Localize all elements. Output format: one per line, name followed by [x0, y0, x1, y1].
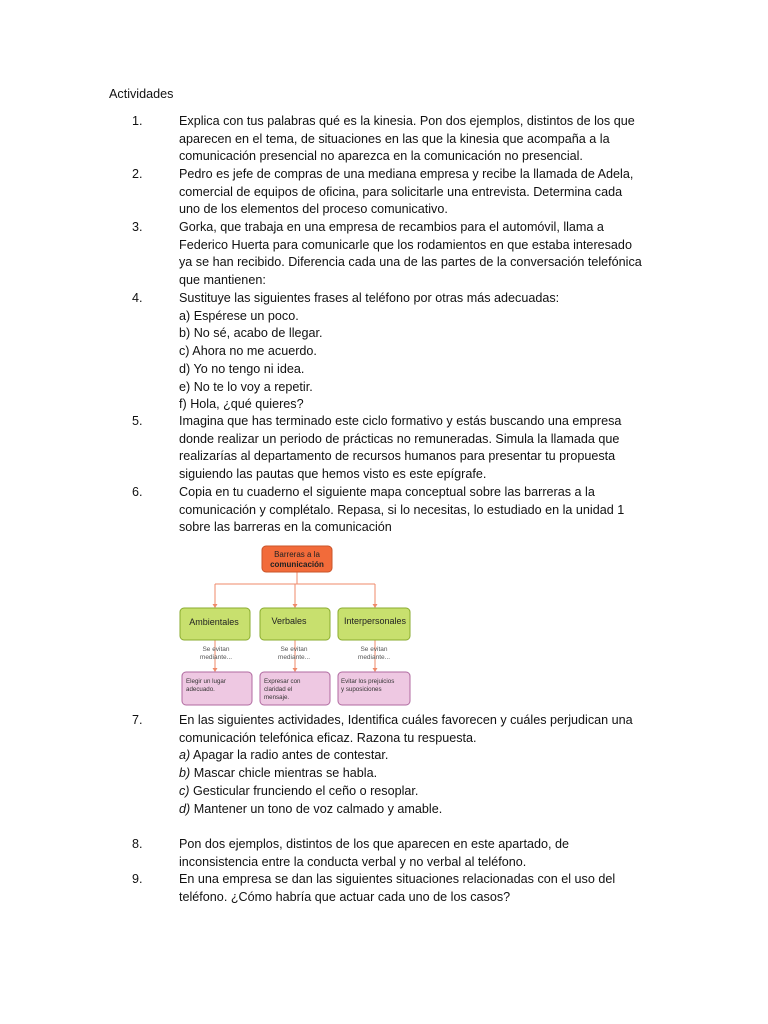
activity-line: comunicación presencial no aparezca en la comunicación no presencial. [179, 149, 583, 164]
activity-line: Pon dos ejemplos, distintos de los que aparecen en este apartado, de [179, 837, 569, 851]
option-text: Mascar chicle mientras se habla. [190, 766, 378, 781]
activity-option [179, 783, 649, 801]
activity-option [179, 747, 649, 765]
concept-map-arrowhead [213, 604, 218, 608]
concept-map-example-text: claridad el [264, 686, 293, 693]
activity-option [179, 765, 649, 783]
option-text: Mantener un tono de voz calmado y amable. [190, 801, 443, 816]
activity-text [179, 484, 649, 537]
activity-text [179, 219, 649, 290]
concept-map-root-line: comunicación [270, 560, 324, 569]
activity-number: 6. [132, 485, 143, 499]
activity-option [179, 801, 649, 819]
concept-map-connector-text: mediante... [357, 654, 391, 661]
activity-number: 3. [132, 220, 143, 234]
activity-line: f) Hola, ¿qué quieres? [179, 397, 304, 412]
concept-map-arrowhead [373, 668, 378, 672]
activity-line: Copia en tu cuaderno el siguiente mapa conceptual sobre las barreras a la [179, 485, 595, 499]
activity-line: a) Espérese un poco. [179, 308, 299, 323]
activity-number: 2. [132, 167, 143, 181]
option-letter: c) [179, 783, 190, 798]
concept-map-connector-text: mediante... [199, 654, 233, 661]
concept-map-connector-text: Se evitan [360, 646, 388, 653]
activity-number: 1. [132, 114, 143, 128]
activity-line: uno de los elementos del proceso comunicativo. [179, 202, 448, 217]
activity-line: comunicación telefónica eficaz. Razona tu respuesta. [179, 730, 477, 745]
concept-map-branch-label: Interpersonales [343, 616, 407, 626]
activity-number: 9. [132, 872, 143, 886]
activity-number: 4. [132, 291, 143, 305]
activity-text [179, 836, 649, 871]
activity-line: siguiendo las pautas que hemos visto es este epígrafe. [179, 467, 487, 482]
activity-line: Sustituye las siguientes frases al teléfono por otras más adecuadas: [179, 291, 560, 305]
concept-map-root-line: Barreras a la [274, 550, 320, 559]
activity-line: sobre las barreras en la comunicación [179, 520, 392, 535]
activity-line: aparecen en el tema, de situaciones en las que la kinesia que acompaña a la [179, 131, 610, 146]
activity-line: b) No sé, acabo de llegar. [179, 326, 323, 341]
activity-text [179, 413, 649, 484]
option-text: Gesticular frunciendo el ceño o resoplar. [189, 783, 419, 798]
concept-map-example-text: y suposiciones [341, 686, 382, 693]
activity-line: ya se han recibido. Diferencia cada una de las partes de la conversación telefónica [179, 255, 642, 270]
activity-line: Gorka, que trabaja en una empresa de recambios para el automóvil, llama a [179, 220, 604, 234]
concept-map [176, 542, 416, 710]
activity-number: 5. [132, 414, 143, 428]
concept-map-connector-text: Se evitan [280, 646, 308, 653]
concept-map-arrowhead [293, 604, 298, 608]
concept-map-diagram [176, 542, 416, 710]
activity-number: 8. [132, 837, 143, 851]
activity-line: Federico Huerta para comunicarle que los rodamientos en que estaba interesado [179, 237, 632, 252]
concept-map-arrowhead [293, 668, 298, 672]
concept-map-example-text: Elegir un lugar [186, 678, 226, 685]
activity-line: En una empresa se dan las siguientes situaciones relacionadas con el uso del [179, 872, 616, 886]
activity-line: comunicación y complétalo. Repasa, si lo necesitas, lo estudiado en la unidad 1 [179, 502, 625, 517]
concept-map-example-text: adecuado. [186, 686, 215, 693]
concept-map-connector-text: mediante... [277, 654, 311, 661]
activity-text [179, 290, 649, 414]
activity-line: d) Yo no tengo ni idea. [179, 361, 305, 376]
activity-line: En las siguientes actividades, Identifica cuáles favorecen y cuáles perjudican una [179, 713, 633, 727]
option-letter: a) [179, 748, 191, 763]
activity-text [179, 871, 649, 906]
activity-line: teléfono. ¿Cómo habría que actuar cada uno de los casos? [179, 889, 511, 904]
activity-line: c) Ahora no me acuerdo. [179, 344, 317, 359]
option-text: Apagar la radio antes de contestar. [190, 748, 389, 763]
activity-line: inconsistencia entre la conducta verbal y no verbal al teléfono. [179, 854, 527, 869]
page-title: Actividades [109, 87, 174, 101]
activity-line: realizarías al departamento de recursos humanos para presentar tu propuesta [179, 449, 616, 464]
activity-text [179, 712, 649, 818]
option-letter: b) [179, 766, 191, 781]
activity-line: Imagina que has terminado este ciclo formativo y estás buscando una empresa [179, 414, 622, 428]
concept-map-arrowhead [213, 668, 218, 672]
concept-map-example-text: Expresar con [264, 678, 301, 685]
activity-line: Pedro es jefe de compras de una mediana empresa y recibe la llamada de Adela, [179, 167, 634, 181]
activity-line: comercial de equipos de oficina, para solicitarle una entrevista. Determina cada [179, 184, 623, 199]
activity-line: e) No te lo voy a repetir. [179, 379, 313, 394]
concept-map-example-text: Evitar los prejuicios [341, 678, 395, 685]
concept-map-connector-text: Se evitan [202, 646, 230, 653]
activity-line: donde realizar un periodo de prácticas no remuneradas. Simula la llamada que [179, 431, 620, 446]
concept-map-example-text: mensaje. [264, 694, 290, 701]
activity-line: Explica con tus palabras qué es la kinesia. Pon dos ejemplos, distintos de los que [179, 114, 635, 128]
concept-map-branch-label: Verbales [271, 616, 307, 626]
concept-map-branch-label: Ambientales [189, 617, 239, 627]
activity-number: 7. [132, 713, 143, 727]
activity-text [179, 166, 649, 219]
activity-line: que mantienen: [179, 273, 266, 288]
activity-text [179, 113, 649, 166]
concept-map-arrowhead [373, 604, 378, 608]
option-letter: d) [179, 801, 191, 816]
